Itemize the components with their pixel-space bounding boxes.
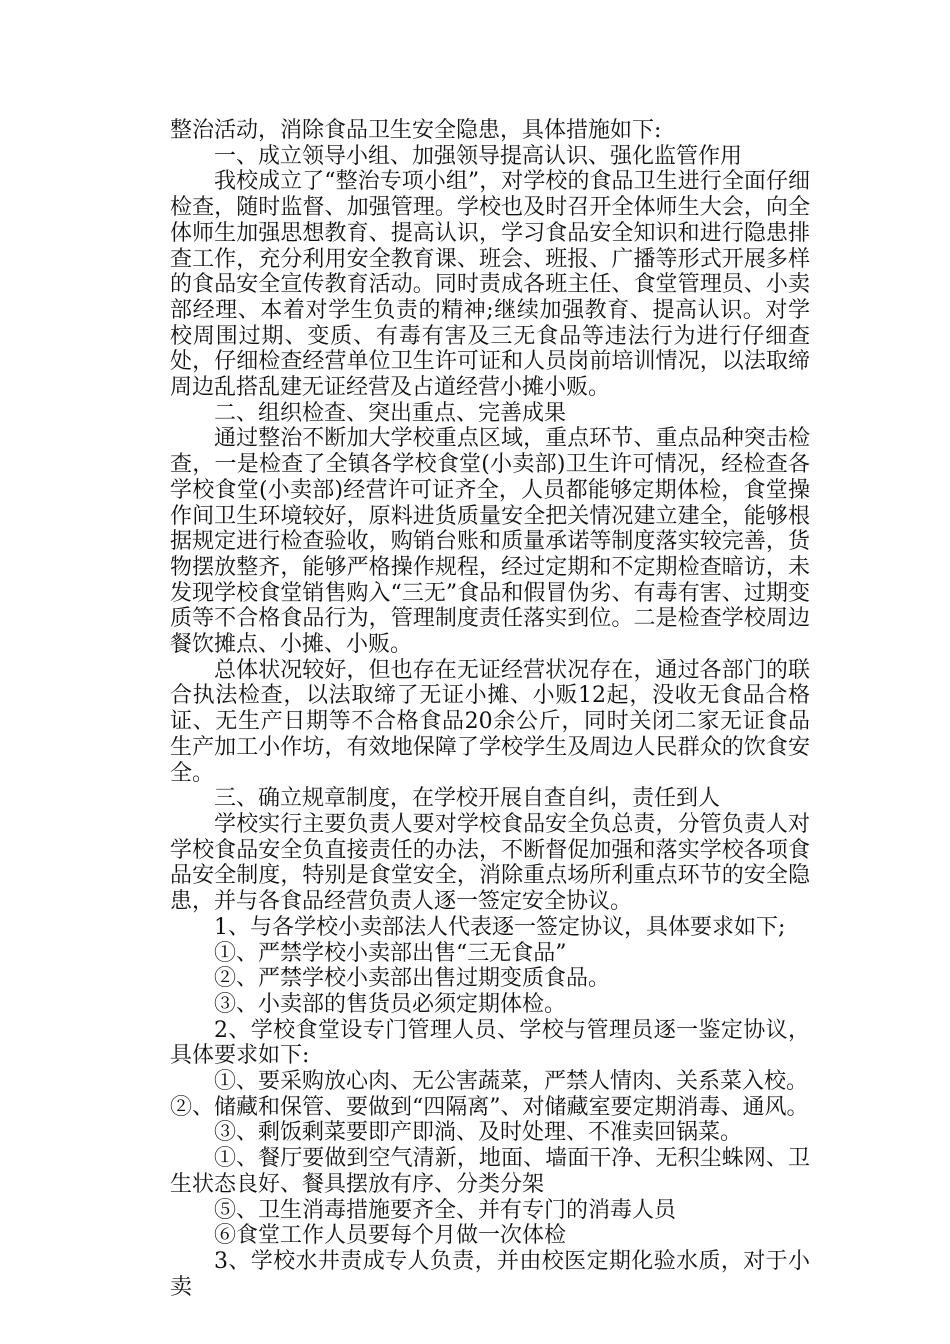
- list-item: 3、学校水井责成专人负责，并由校医定期化验水质，对于小卖: [170, 1248, 810, 1300]
- document-body: [170, 118, 810, 1300]
- list-item: ③、剩饭剩菜要即产即淌、及时处理、不准卖回锅菜。: [214, 1120, 743, 1146]
- list-item: ①、严禁学校小卖部出售“三无食品”: [214, 940, 567, 966]
- paragraph: 总体状况较好，但也存在无证经营状况存在，通过各部门的联合执法检查，以法取缔了无证小摊、小贩12起，没收无食品合格证、无生产日期等不合格食品20余公斤，同时关闭二家无证食品生产加工小作坊，有效地保障了学校学生及周边人民群众的饮食安全。: [170, 657, 810, 786]
- paragraph: 整治活动，消除食品卫生安全隐患，具体措施如下:: [170, 118, 662, 143]
- list-item: ①、餐厅要做到空气清新，地面、墙面干净、无积尘蛛网、卫生状态良好、餐具摆放有序、分类分架: [170, 1146, 810, 1197]
- list-item: ⑥食堂工作人员要每个月做一次体检: [214, 1223, 567, 1249]
- section-heading: 三、确立规章制度，在学校开展自查自纠，责任到人: [214, 786, 721, 812]
- list-item: ②、储藏和保管、要做到“四隔离”、对储藏室要定期消毒、通风。: [170, 1094, 809, 1120]
- list-item: 1、与各学校小卖部法人代表逐一签定协议，具体要求如下;: [214, 914, 786, 940]
- list-item: ⑤、卫生消毒措施要齐全、并有专门的消毒人员: [214, 1197, 677, 1223]
- section-heading: 二、组织检查、突出重点、完善成果: [214, 400, 567, 426]
- list-item: ②、严禁学校小卖部出售过期变质食品。: [214, 966, 611, 992]
- list-item: ③、小卖部的售货员必须定期体检。: [214, 991, 567, 1017]
- list-item: 2、学校食堂设专门管理人员、学校与管理员逐一鉴定协议，具体要求如下:: [170, 1017, 810, 1069]
- paragraph: 我校成立了“整治专项小组”，对学校的食品卫生进行全面仔细检查，随时监督、加强管理。学校也及时召开全体师生大会，向全体师生加强思想教育、提高认识，学习食品安全知识和进行隐患排查工作，充分利用安全教育课、班会、班报、广播等形式开展多样的食品安全宣传教育活动。同时责成各班主任、食堂管理员、小卖部经理、本着对学生负责的精神;继续加强教育、提高认识。对学校周围过期、变质、有毒有害及三无食品等违法行为进行仔细查处，仔细检查经营单位卫生许可证和人员岗前培训情况，以法取缔周边乱搭乱建无证经营及占道经营小摊小贩。: [170, 169, 810, 401]
- list-item: ①、要采购放心肉、无公害蔬菜，严禁人情肉、关系菜入校。: [214, 1069, 809, 1095]
- section-heading: 一、成立领导小组、加强领导提高认识、强化监管作用: [214, 143, 743, 169]
- paragraph: 通过整治不断加大学校重点区域，重点环节、重点品种突击检查，一是检查了全镇各学校食堂(小卖部)卫生许可情况，经检查各学校食堂(小卖部)经营许可证齐全，人员都能够定期体检，食堂操作间卫生环境较好，原料进货质量安全把关情况建立建全，能够根据规定进行检查验收，购销台账和质量承诺等制度落实较完善，货物摆放整齐，能够严格操作规程，经过定期和不定期检查暗访，未发现学校食堂销售购入“三无”食品和假冒伪劣、有毒有害、过期变质等不合格食品行为，管理制度责任落实到位。二是检查学校周边餐饮摊点、小摊、小贩。: [170, 426, 810, 658]
- paragraph: 学校实行主要负责人要对学校食品安全负总责，分管负责人对学校食品安全负直接责任的办法，不断督促加强和落实学校各项食品安全制度，特别是食堂安全，消除重点场所利重点环节的安全隐患，并与各食品经营负责人逐一签定安全协议。: [170, 811, 810, 915]
